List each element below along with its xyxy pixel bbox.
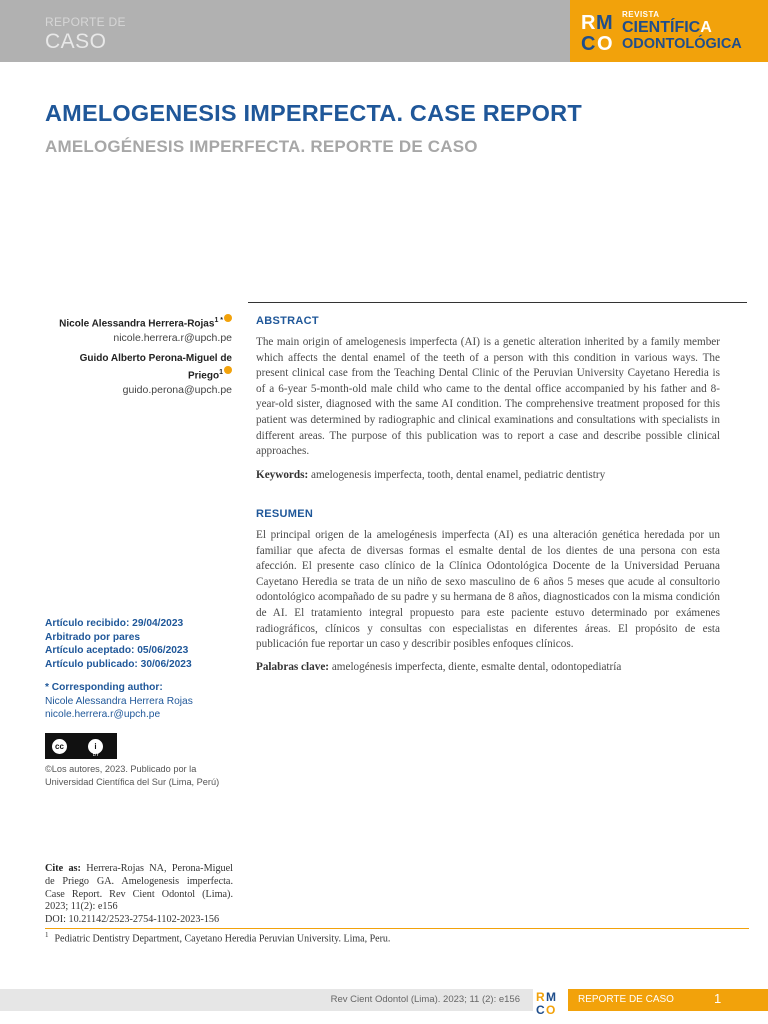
logo-cientifica xyxy=(622,19,712,37)
footnote-marker: 1 xyxy=(45,931,49,939)
author-1-email[interactable]: nicole.herrera.r@upch.pe xyxy=(113,332,232,345)
logo-odontologica: ODONTOLÓGICA xyxy=(622,36,742,52)
cite-as xyxy=(45,863,233,927)
footer-logo-r: R xyxy=(536,990,545,1004)
abstract-keywords xyxy=(256,469,720,481)
journal-logo-panel xyxy=(570,0,768,62)
cite-label: Cite as: xyxy=(45,863,81,874)
corresponding-email[interactable]: nicole.herrera.r@upch.pe xyxy=(45,709,161,720)
orcid-icon[interactable] xyxy=(224,314,232,322)
author-2-name-line2: Priego$^1$ xyxy=(80,366,232,383)
author-2-sup: 1 xyxy=(219,369,223,376)
author-2-email[interactable]: guido.perona@upch.pe xyxy=(122,384,232,397)
section-divider xyxy=(248,302,747,303)
logo-cientific-text: CIENTÍFIC xyxy=(622,19,701,36)
by-person-icon: i xyxy=(86,737,105,756)
abstract-text: The main origin of amelogenesis imperfecta (AI) is a genetic alteration inherited by a family member which affects the dental enamel of the teeth of a person with this condition in various ways. The present clinical case from the Teaching Dental Clinic of the Peruvian University Cayetano Heredia is of a 6-year 5-month-old male child who came to the dental office accompanied by his father and 8-year-old sister, diagnosed with the same AI condition. The comprehensive treatment proposed for this patient was determined by radiographic and clinical examinations and consultations with specialists in different areas. The purpose of this publication was to report a case and describe possible clinical approaches. xyxy=(256,336,720,458)
date-received: Artículo recibido: 29/04/2023 xyxy=(45,618,184,629)
article-kicker: REPORTE DE xyxy=(45,15,126,29)
cite-text: Herrera-Rojas NA, Perona-Miguel de Priego GA. Amelogenesis imperfecta. Case Report. Rev Cient Odontol (Lima). 2023; 11(2): e156 xyxy=(45,863,233,913)
footer-logo-icon xyxy=(535,988,561,1016)
palabras-clave-value: amelogénesis imperfecta, diente, esmalte dental, odontopediatría xyxy=(331,661,622,673)
cc-icon: cc xyxy=(50,737,69,756)
footer-logo-c: C xyxy=(536,1003,545,1016)
logo-revista: REVISTA xyxy=(622,10,660,19)
cc-by-license-icon[interactable] xyxy=(45,733,117,759)
peer-reviewed: Arbitrado por pares xyxy=(45,631,141,643)
footnote-divider xyxy=(45,928,749,929)
logo-a-text: A xyxy=(700,19,712,36)
doi[interactable]: DOI: 10.21142/2523-2754-1102-2023-156 xyxy=(45,914,220,926)
date-published: Artículo publicado: 30/06/2023 xyxy=(45,658,192,670)
resumen-keywords xyxy=(256,661,720,673)
corresponding-label: * Corresponding author: xyxy=(45,682,163,693)
author-1-name: Nicole Alessandra Herrera-Rojas$^{1 *}$ xyxy=(59,314,232,331)
palabras-clave-label: Palabras clave: xyxy=(256,661,330,673)
logo-letter-m: M xyxy=(596,12,613,34)
author-2-name-line1: Guido Alberto Perona-Miguel de xyxy=(79,353,232,364)
footnote xyxy=(45,931,390,944)
by-label: BY xyxy=(92,752,100,758)
abstract-heading: ABSTRACT xyxy=(256,315,319,327)
author-2 xyxy=(80,352,232,397)
footer-citation: Rev Cient Odontol (Lima). 2023; 11 (2): e156 xyxy=(330,994,520,1005)
journal-logo-icon xyxy=(580,9,618,53)
keywords-label: Keywords: xyxy=(256,469,309,481)
title-spanish: AMELOGÉNESIS IMPERFECTA. REPORTE DE CASO xyxy=(45,137,478,156)
logo-letter-o: O xyxy=(597,33,613,53)
title-english: AMELOGENESIS IMPERFECTA. CASE REPORT xyxy=(45,100,582,126)
orcid-icon[interactable] xyxy=(224,366,232,374)
footnote-text: Pediatric Dentistry Department, Cayetano Heredia Peruvian University. Lima, Peru. xyxy=(54,933,391,945)
page-number: 1 xyxy=(714,991,722,1006)
article-type: CASO xyxy=(45,30,107,53)
footer-logo-m: M xyxy=(546,990,556,1004)
date-accepted: Artículo aceptado: 05/06/2023 xyxy=(45,645,189,656)
license-text: ©Los autores, 2023. Publicado por la Universidad Científica del Sur (Lima, Perú) xyxy=(45,764,220,787)
footer-logo-o: O xyxy=(546,1003,556,1016)
logo-letter-c: C xyxy=(581,33,596,53)
author-1-sup: 1 * xyxy=(214,317,223,324)
keywords-value: amelogenesis imperfecta, tooth, dental enamel, pediatric dentistry xyxy=(311,469,606,481)
logo-letter-r: R xyxy=(581,12,596,34)
article-dates xyxy=(45,617,192,671)
resumen-heading: RESUMEN xyxy=(256,508,314,520)
resumen-text: El principal origen de la amelogénesis imperfecta (AI) es una alteración genética heredada por un familiar que afecta de diversas formas el esmalte dental de los dientes de una persona con esta afección. El presente caso clínico de la Clínica Odontológica Docente de la Universidad Peruana Cayetano Heredia se trata de un niño de sexo masculino de 6 años 5 meses que acude al consultorio odontológico acompañado de su padre y su hermana de 8 años, diagnosticados con la misma condición de AI. El tratamiento integral propuesto para este paciente estuvo determinado por exámenes radiográficos, clínicos y consultas con especialistas en diferentes áreas. El propósito de esta publicación fue reportar un caso y describir posibles enfoques clínicos. xyxy=(256,529,720,651)
author-1 xyxy=(59,314,232,345)
corresponding-name: Nicole Alessandra Herrera Rojas xyxy=(45,695,193,707)
footer-article-type: REPORTE DE CASO xyxy=(578,994,674,1005)
corresponding-author xyxy=(45,681,193,722)
